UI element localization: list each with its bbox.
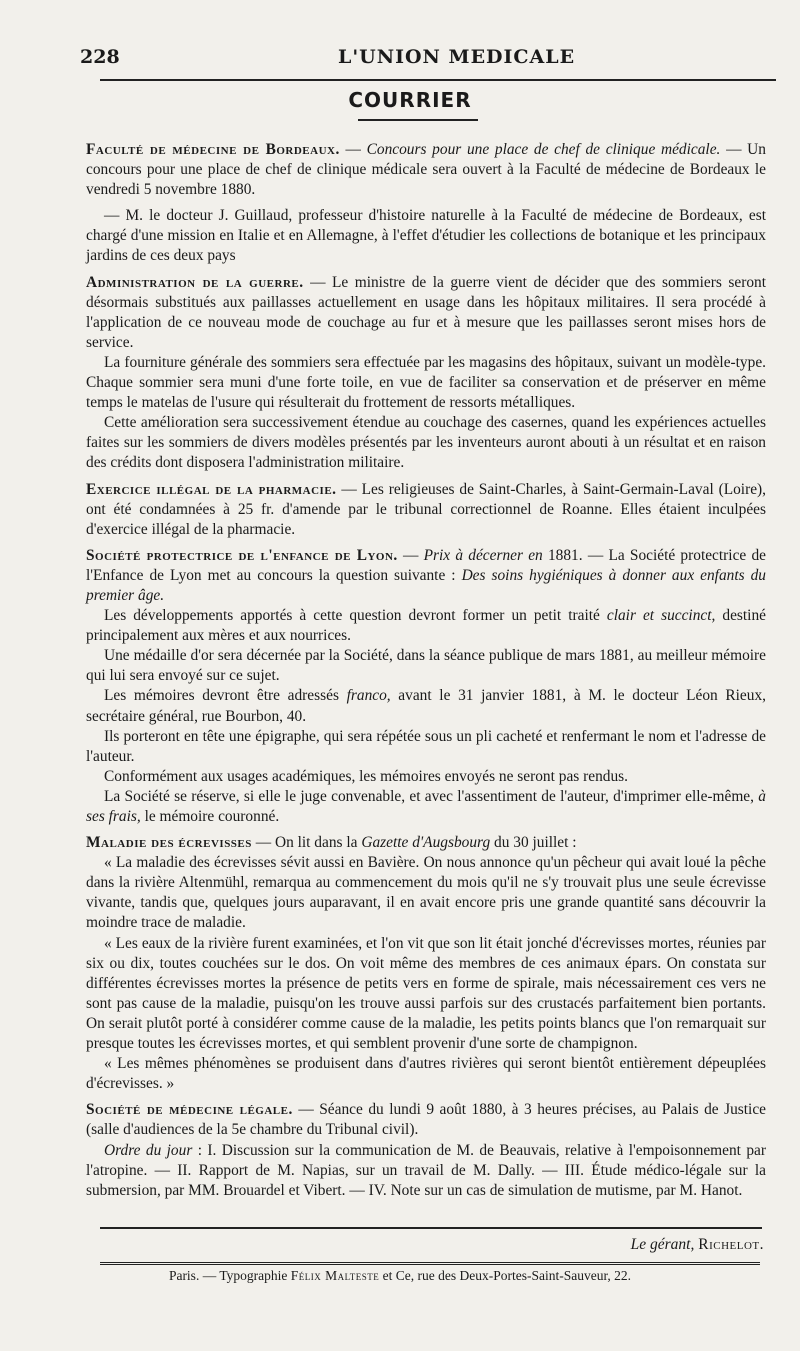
article-medecine-legale [86, 1100, 766, 1140]
article-subheading: Prix à décerner en [423, 546, 543, 564]
paragraph: Cette amélioration sera successivement étendue au couchage des casernes, quand les expériences actuelles faites sur les sommiers de divers modèles présentés par les inventeurs auront abouti à un résultat et en raison des crédits dont disposera l'administration militaire. [86, 414, 766, 472]
article-body [86, 140, 766, 1201]
article-administration-guerre [86, 273, 766, 353]
title-rule [358, 119, 478, 121]
footer-rule [100, 1227, 762, 1229]
printer-imprint: Paris. — Typographie Félix Malteste et Ce, rue des Deux-Portes-Saint-Sauveur, 22. [168, 1268, 632, 1283]
section-title: COURRIER [348, 88, 472, 112]
article-heading: Faculté de médecine de Bordeaux. [86, 141, 340, 158]
article-text: — Séance du lundi 9 août 1880, à 3 heures précises, au Palais de Justice (salle d'audiences de la 5e chambre du Tribunal civil). [86, 1101, 766, 1139]
article-text: — Un concours pour une place de chef de clinique médicale sera ouvert à la Faculté de médecine de Bordeaux le vendredi 5 novembre 1880. [86, 141, 766, 199]
page-number: 228 [80, 46, 120, 68]
printer-rule [100, 1262, 760, 1265]
signature-name: Richelot. [698, 1236, 764, 1253]
article-heading: Société protectrice de l'enfance de Lyon. [86, 546, 398, 564]
article-text: — M. le docteur J. Guillaud, professeur d'histoire naturelle à la Faculté de médecine de Bordeaux, est chargé d'une mission en Italie et en Allemagne, à l'effet d'étudier les collections de botanique et les principaux jardins de ces deux pays [86, 207, 766, 265]
journal-title: L'UNION MEDICALE [338, 46, 576, 68]
article-heading: Administration de la guerre. [86, 273, 304, 291]
paragraph: « La maladie des écrevisses sévit aussi en Bavière. On nous annonce qu'un pêcheur qui avait loué la pêche dans la rivière Altenmühl, remarqua au commencement du mois qu'il ne s'y trouvait plus une seule écrevisse vivante, tandis que, quelques jours auparavant, il en avait encore pris une grande quantité sans découvrir la moindre trace de maladie. [86, 854, 766, 932]
paragraph: Une médaille d'or sera décernée par la Société, dans la séance publique de mars 1881, au meilleur mémoire qui lui sera envoyé sur ce sujet. [86, 647, 766, 685]
paragraph: Conformément aux usages académiques, les mémoires envoyés ne seront pas rendus. [104, 767, 628, 785]
paragraph: La Société se réserve, si elle le juge convenable, et avec l'assentiment de l'auteur, d'imprimer elle-même, à ses frais, le mémoire couronné. [86, 787, 766, 825]
signature [631, 1236, 764, 1254]
article-heading: Exercice illégal de la pharmacie. [86, 480, 337, 498]
paragraph: Les mémoires devront être adressés franco, avant le 31 janvier 1881, à M. le docteur Léon Rieux, secrétaire général, rue Bourbon, 40. [86, 687, 766, 725]
paragraph: Ordre du jour : I. Discussion sur la communication de M. de Beauvais, relative à l'empoisonnement par l'atropine. — II. Rapport de M. Napias, sur un travail de M. Dally. — III. Étude médico-légale sur la submersion, par MM. Brouardel et Vibert. — IV. Note sur un cas de simulation de mutisme, par M. Hanot. [86, 1141, 766, 1199]
printer-name: Félix Malteste [290, 1268, 380, 1283]
article-bordeaux-concours: Faculté de médecine de Bordeaux. — Concours pour une place de chef de clinique médicale. — Un concours pour une place de chef de clinique médicale sera ouvert à la Faculté de médecine de Bordeaux le vendredi 5 novembre 1880. [86, 141, 766, 199]
article-guillaud [86, 206, 766, 266]
article-heading: Maladie des écrevisses [86, 834, 252, 852]
article-maladie-ecrevisses: Maladie des écrevisses — On lit dans la Gazette d'Augsbourg du 30 juillet : [86, 834, 577, 852]
running-header [80, 44, 770, 72]
article-subheading: Concours pour une place de chef de clinique médicale. [366, 141, 721, 158]
paragraph: Ils porteront en tête une épigraphe, qui sera répétée sous un pli cacheté et renfermant le nom et l'adresse de l'auteur. [86, 727, 766, 765]
paragraph: La fourniture générale des sommiers sera effectuée par les magasins des hôpitaux, suivant un modèle-type. Chaque sommier sera muni d'une forte toile, en vue de faciliter sa conservation et de préserver en même temps le matelas de l'usure qui résulterait du frottement de ressorts métalliques. [86, 353, 766, 412]
signature-label: Le gérant, [630, 1236, 695, 1253]
paragraph: « Les eaux de la rivière furent examinées, et l'on vit que son lit était jonché d'écrevisses mortes, réunies par six ou dix, toutes couchées sur le dos. On voit même des membres de ces animaux épars. On constata sur différentes écrevisses mortes la présence de petits vers en forme de spirale, mais nécessairement ces vers ne sont pas cause de la maladie, puisqu'on les trouve aussi parfois sur des crustacés parfaitement bien portants. On serait plutôt porté à considérer comme cause de la maladie, les petits points blancs que l'on remarquait sur presque toutes les écrevisses mortes, et qui semblent provenir d'une sorte de champignon. [86, 934, 766, 1053]
article-heading: Société de médecine légale. [86, 1101, 293, 1119]
article-exercice-illegal [86, 480, 766, 540]
article-text: — Les religieuses de Saint-Charles, à Saint-Germain-Laval (Loire), ont été condamnées à 25 fr. d'amende par le tribunal correctionnel de Roanne. Elles étaient inculpées d'exercice illégal de la pharmacie. [86, 480, 767, 538]
article-societe-protectrice: Société protectrice de l'enfance de Lyon. — Prix à décerner en 1881. — La Société protectrice de l'Enfance de Lyon met au concours la question suivante : Des soins hygiéniques à donner aux enfants du premier âge. [86, 546, 766, 604]
paragraph: « Les mêmes phénomènes se produisent dans d'autres rivières qui seront bientôt entièrement dépeuplées d'écrevisses. » [86, 1055, 766, 1093]
article-text: — Le ministre de la guerre vient de décider que des sommiers seront désormais substitués aux paillasses actuellement en usage dans les hôpitaux militaires. Il sera procédé à l'application de ce nouveau mode de couchage au fur et à mesure que les paillasses seront mises hors de service. [86, 273, 766, 351]
paragraph: Les développements apportés à cette question devront former un petit traité clair et succinct, destiné principalement aux mères et aux nourrices. [86, 607, 766, 645]
header-rule [100, 79, 776, 81]
